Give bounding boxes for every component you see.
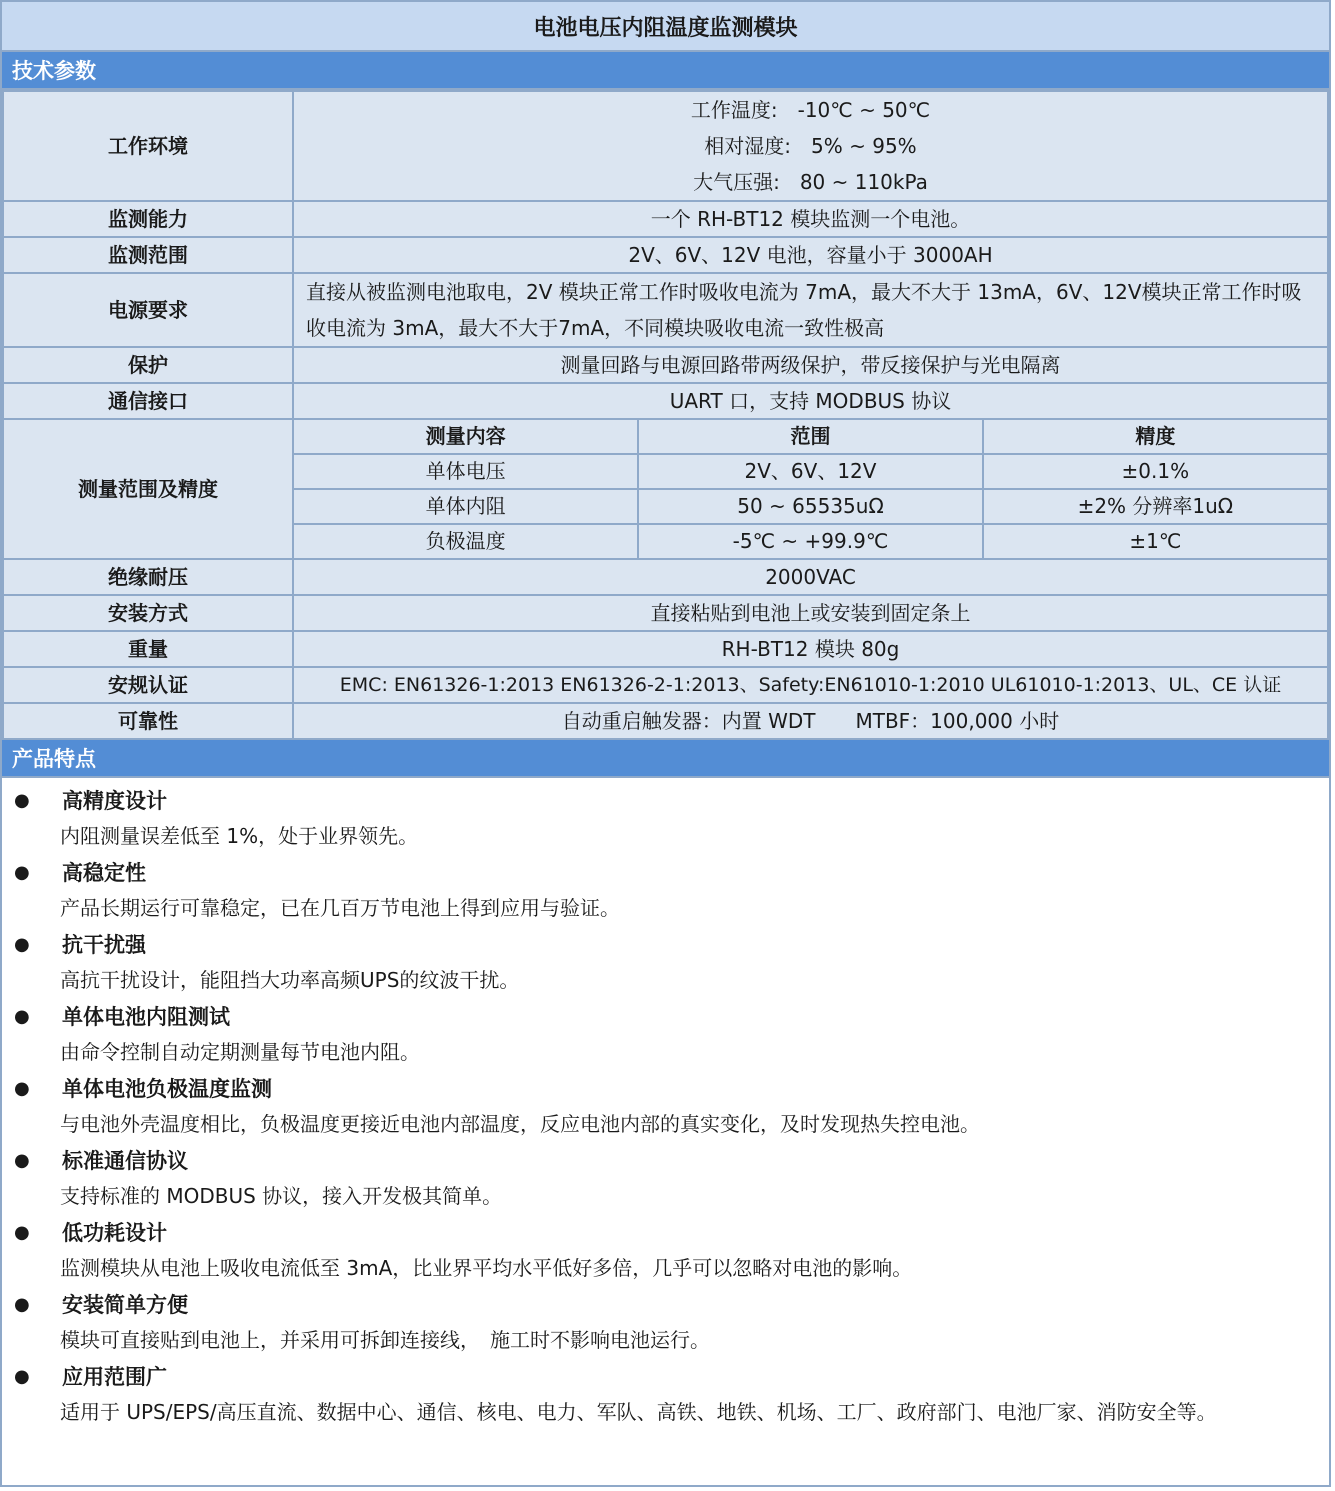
feature-title: 应用范围广 [62,1365,167,1389]
table-row [3,667,1328,703]
table-row [3,91,1328,201]
spec-label: 工作环境 [3,91,293,201]
measure-range: -5℃ ~ +99.9℃ [638,524,982,558]
spec-value: 测量回路与电源回路带两级保护，带反接保护与光电隔离 [293,347,1328,383]
env-humidity: 相对湿度: 5% ~ 95% [704,134,917,158]
feature-title: 高稳定性 [62,861,146,885]
measure-range: 2V、6V、12V [638,454,982,489]
spec-table [2,90,1329,740]
spec-value-env [293,91,1328,201]
spec-label: 电源要求 [3,273,293,347]
bullet-icon: ● [14,861,30,883]
feature-title: 抗干扰强 [62,933,146,957]
bullet-icon: ● [14,1293,30,1315]
feature-desc: 支持标准的 MODBUS 协议，接入开发极其简单。 [60,1184,503,1208]
list-item [14,782,1317,854]
feature-title: 单体电池内阻测试 [62,1005,230,1029]
measure-table-cell [293,419,1328,559]
list-item [14,1286,1317,1358]
table-row [3,631,1328,667]
list-item [14,1358,1317,1430]
feature-desc: 内阻测量误差低至 1%，处于业界领先。 [60,824,419,848]
spec-value: UART 口，支持 MODBUS 协议 [293,383,1328,419]
bullet-icon: ● [14,789,30,811]
list-item [14,1070,1317,1142]
bullet-icon: ● [14,1077,30,1099]
spec-label: 监测范围 [3,237,293,273]
spec-label: 通信接口 [3,383,293,419]
feature-desc: 产品长期运行可靠稳定，已在几百万节电池上得到应用与验证。 [60,896,620,920]
table-row [3,347,1328,383]
measure-item: 负极温度 [294,524,638,558]
list-item [14,854,1317,926]
measure-row [294,524,1327,558]
table-row [3,559,1328,595]
feature-title: 低功耗设计 [62,1221,167,1245]
spec-value: 2V、6V、12V 电池，容量小于 3000AH [293,237,1328,273]
spec-label: 安装方式 [3,595,293,631]
spec-label: 监测能力 [3,201,293,237]
section-header-specs: 技术参数 [2,52,1329,90]
measure-item: 单体内阻 [294,489,638,524]
spec-label: 绝缘耐压 [3,559,293,595]
document-title: 电池电压内阻温度监测模块 [2,2,1329,52]
feature-title: 单体电池负极温度监测 [62,1077,272,1101]
spec-label: 安规认证 [3,667,293,703]
measure-accuracy: ±1℃ [983,524,1327,558]
feature-desc: 由命令控制自动定期测量每节电池内阻。 [60,1040,420,1064]
section-header-features: 产品特点 [2,740,1329,778]
table-row [3,419,1328,559]
bullet-icon: ● [14,1365,30,1387]
measure-item: 单体电压 [294,454,638,489]
measure-row [294,454,1327,489]
feature-title: 标准通信协议 [62,1149,188,1173]
bullet-icon: ● [14,933,30,955]
feature-desc: 监测模块从电池上吸收电流低至 3mA，比业界平均水平低好多倍，几乎可以忽略对电池的影响。 [60,1256,913,1280]
spec-label: 可靠性 [3,703,293,739]
spec-value: 直接粘贴到电池上或安装到固定条上 [293,595,1328,631]
bullet-icon: ● [14,1005,30,1027]
table-row [3,237,1328,273]
spec-value: 自动重启触发器：内置 WDT MTBF：100,000 小时 [293,703,1328,739]
feature-desc: 模块可直接贴到电池上，并采用可拆卸连接线， 施工时不影响电池运行。 [60,1328,710,1352]
list-item [14,926,1317,998]
table-row [3,383,1328,419]
measure-range: 50 ~ 65535uΩ [638,489,982,524]
table-row [3,595,1328,631]
table-row [3,201,1328,237]
table-row [3,273,1328,347]
measure-row [294,489,1327,524]
feature-title: 安装简单方便 [62,1293,188,1317]
feature-desc: 适用于 UPS/EPS/高压直流、数据中心、通信、核电、电力、军队、高铁、地铁、机场、工厂、政府部门、电池厂家、消防安全等。 [60,1400,1217,1424]
spec-label: 测量范围及精度 [3,419,293,559]
spec-value: RH-BT12 模块 80g [293,631,1328,667]
feature-title: 高精度设计 [62,789,167,813]
env-pressure: 大气压强: 80 ~ 110kPa [693,170,928,194]
measure-header-row [294,420,1327,454]
spec-value: 一个 RH-BT12 模块监测一个电池。 [293,201,1328,237]
measure-header: 测量内容 [294,420,638,454]
feature-list [2,778,1329,1430]
list-item [14,1214,1317,1286]
spec-label: 重量 [3,631,293,667]
spec-value: 直接从被监测电池取电，2V 模块正常工作时吸收电流为 7mA，最大不大于 13mA，6V、12V模块正常工作时吸收电流为 3mA，最大不大于7mA，不同模块吸收电流一致性极高 [293,273,1328,347]
table-row [3,703,1328,739]
feature-desc: 高抗干扰设计，能阻挡大功率高频UPS的纹波干扰。 [60,968,520,992]
measure-table [294,420,1327,558]
env-temperature: 工作温度: -10℃ ~ 50℃ [690,98,931,122]
bullet-icon: ● [14,1149,30,1171]
measure-accuracy: ±2% 分辨率1uΩ [983,489,1327,524]
feature-desc: 与电池外壳温度相比，负极温度更接近电池内部温度，反应电池内部的真实变化，及时发现热失控电池。 [60,1112,980,1136]
spec-value: 2000VAC [293,559,1328,595]
spec-value: EMC: EN61326-1:2013 EN61326-2-1:2013、Safety:EN61010-1:2010 UL61010-1:2013、UL、CE 认证 [293,667,1328,703]
measure-header: 精度 [983,420,1327,454]
bullet-icon: ● [14,1221,30,1243]
measure-accuracy: ±0.1% [983,454,1327,489]
list-item [14,1142,1317,1214]
spec-label: 保护 [3,347,293,383]
measure-header: 范围 [638,420,982,454]
list-item [14,998,1317,1070]
